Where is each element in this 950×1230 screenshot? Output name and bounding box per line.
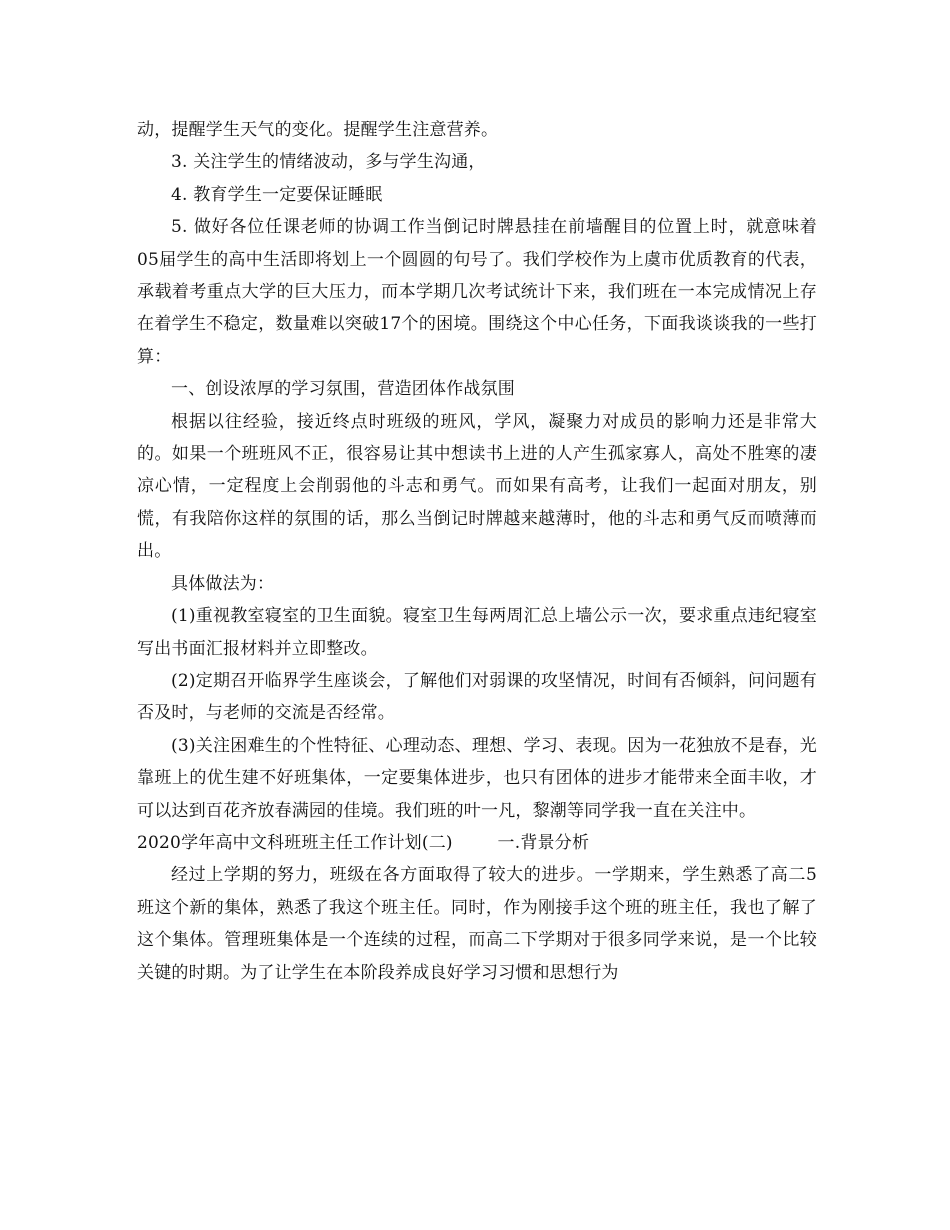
paragraph: (2)定期召开临界学生座谈会，了解他们对弱课的攻坚情况，时间有否倾斜，问问题有否及时，与老师的交流是否经常。: [137, 670, 817, 724]
paragraph: 4. 教育学生一定要保证睡眠: [171, 184, 383, 205]
paragraph: 根据以往经验，接近终点时班级的班风，学风，凝聚力对成员的影响力还是非常大的。如果一个班班风不正，很容易让其中想读书上进的人产生孤家寡人，高处不胜寒的凄凉心情，一定程度上会削弱他的斗志和勇气。而如果有高考，让我们一起面对朋友，别慌，有我陪你这样的氛围的话，那么当倒记时牌越来越薄时，他的斗志和勇气反而喷薄而出。: [137, 411, 817, 562]
paragraph: 动，提醒学生天气的变化。提醒学生注意营养。: [137, 120, 499, 140]
document-body: [137, 114, 817, 989]
paragraph: 5. 做好各位任课老师的协调工作当倒记时牌悬挂在前墙醒目的位置上时，就意味着05届学生的高中生活即将划上一个圆圆的句号了。我们学校作为上虞市优质教育的代表，承载着考重点大学的巨大压力，而本学期几次考试统计下来，我们班在一本完成情况上存在着学生不稳定，数量难以突破17个的困境。围绕这个中心任务，下面我谈谈我的一些打算：: [137, 217, 817, 367]
paragraph: (1)重视教室寝室的卫生面貌。寝室卫生每两周汇总上墙公示一次，要求重点违纪寝室写出书面汇报材料并立即整改。: [137, 606, 817, 659]
paragraph: 一、创设浓厚的学习氛围，营造团体作战氛围: [171, 379, 515, 400]
paragraph: 经过上学期的努力，班级在各方面取得了较大的进步。一学期来，学生熟悉了高二5班这个新的集体，熟悉了我这个班主任。同时，作为刚接手这个班的班主任，我也了解了这个集体。管理班集体是一个连续的过程，而高二下学期对于很多同学来说，是一个比较关键的时期。为了让学生在本阶段养成良好学习习惯和思想行为: [137, 865, 817, 983]
paragraph: (3)关注困难生的个性特征、心理动态、理想、学习、表现。因为一花独放不是春，光靠班上的优生建不好班集体，一定要集体进步，也只有团体的进步才能带来全面丰收，才可以达到百花齐放春满园的佳境。我们班的叶一凡，黎潮等同学我一直在关注中。: [137, 735, 817, 821]
paragraph: 3. 关注学生的情绪波动，多与学生沟通，: [171, 152, 486, 173]
section-heading: 2020学年高中文科班班主任工作计划(二) 一.背景分析: [137, 832, 590, 853]
paragraph: 具体做法为：: [171, 573, 275, 594]
